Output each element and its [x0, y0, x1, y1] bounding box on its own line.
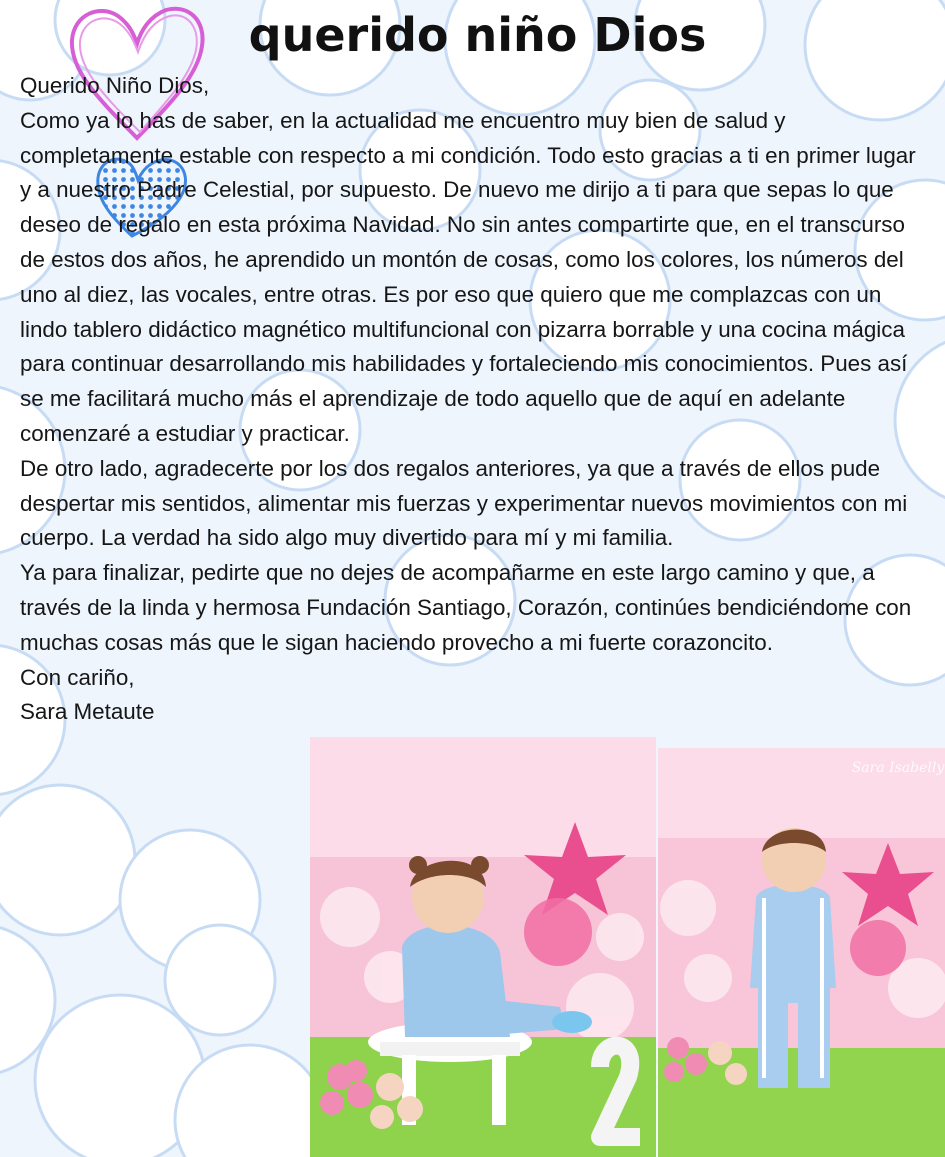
photo-seated-child — [310, 737, 656, 1157]
letter-paragraph-2: De otro lado, agradecerte por los dos regalos anteriores, ya que a través de ellos pude despertar mis sentidos, alimentar mis fuerzas y experimentar nuevos movimientos con mi cuerpo. La verdad ha sido algo muy divertido para mí y mi familia. — [20, 455, 908, 551]
page-title: querido niño Dios — [248, 8, 707, 62]
letter-closing: Con cariño, — [20, 664, 135, 690]
letter-paragraph-3: Ya para finalizar, pedirte que no dejes de acompañarme en este largo camino y que, a través de la linda y hermosa Fundación Santiago, Corazón, continúes bendiciéndome con muchas cosas más que le sigan haciendo provecho a mi fuerte corazoncito. — [20, 560, 912, 655]
watermark-text: Sara Isabelly — [851, 760, 945, 776]
letter-body — [20, 69, 932, 730]
letter-paragraph-1: Como ya lo has de saber, en la actualidad me encuentro muy bien de salud y completamente estable con respecto a mi condición. Todo esto gracias a ti en primer lugar y a nuestro Padre Celestial, por supuesto. De nuevo me dirijo a ti para que sepas lo que deseo de regalo en esta próxima Navidad. No sin antes compartirte que, en el transcurso de estos dos años, he aprendido un montón de cosas, como los colores, los números del uno al diez, las vocales, entre otras. Es por eso que quiero que me complazcas con un lindo tablero didáctico magnético multifuncional con pizarra borrable y una cocina mágica para continuar desarrollando mis habilidades y fortaleciendo mis conocimientos. Pues así se me facilitará mucho más el aprendizaje de todo aquello que de aquí en adelante comenzaré a estudiar y practicar. — [20, 107, 916, 446]
letter-signature: Sara Metaute — [20, 699, 155, 725]
photo-standing-child — [658, 748, 945, 1157]
letter-greeting: Querido Niño Dios, — [20, 73, 210, 98]
